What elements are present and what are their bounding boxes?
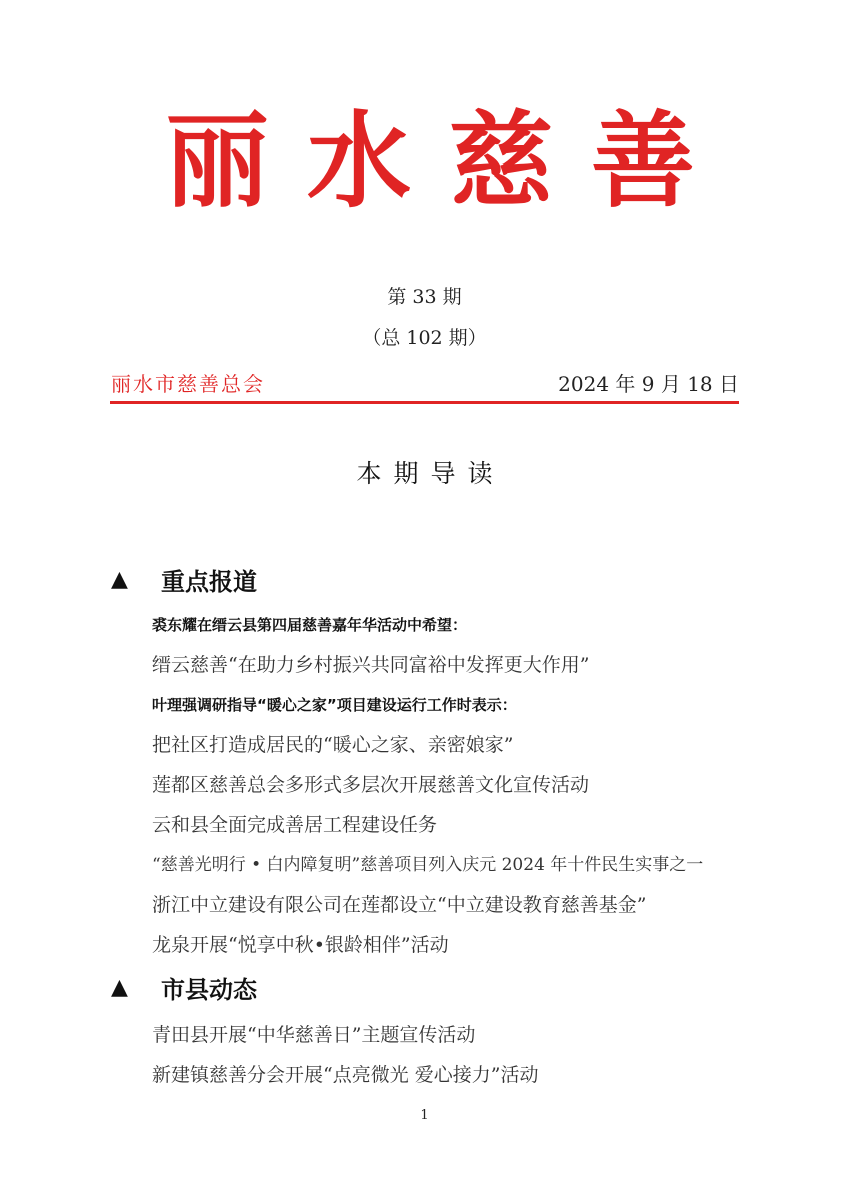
section-heading-label: 重点报道 [161, 568, 257, 596]
toc-item[interactable]: 青田县开展“中华慈善日”主题宣传活动 [152, 1024, 476, 1046]
masthead-char: 善 [590, 99, 695, 222]
section-heading-label: 市县动态 [161, 976, 257, 1004]
lead-line: 裘东耀在缙云县第四届慈善嘉年华活动中希望： [152, 616, 468, 634]
section-heading-city-county-news [111, 970, 257, 1005]
page-number: 1 [420, 1108, 429, 1123]
toc-item[interactable]: 龙泉开展“悦享中秋•银龄相伴”活动 [152, 934, 449, 956]
page-title: 本期导读 [356, 459, 505, 488]
toc-item[interactable]: 云和县全面完成善居工程建设任务 [152, 814, 438, 836]
masthead-char: 水 [306, 99, 411, 222]
issue-date: 2024 年 9 月 18 日 [558, 372, 739, 396]
masthead-logo [165, 96, 695, 226]
masthead-char: 丽 [165, 99, 270, 222]
toc-item[interactable]: 新建镇慈善分会开展“点亮微光 爱心接力”活动 [152, 1064, 539, 1086]
lead-line: 叶理强调研指导“暖心之家”项目建设运行工作时表示： [152, 696, 517, 714]
publisher-name: 丽水市慈善总会 [111, 372, 265, 396]
toc-item[interactable]: 浙江中立建设有限公司在莲都设立“中立建设教育慈善基金” [152, 894, 647, 916]
issue-total: （总 102 期） [362, 327, 487, 349]
toc-item[interactable]: “慈善光明行 • 白内障复明”慈善项目列入庆元 2024 年十件民生实事之一 [152, 855, 704, 875]
toc-item[interactable]: 把社区打造成居民的“暖心之家、亲密娘家” [152, 734, 514, 756]
triangle-icon: ▲ [111, 567, 128, 592]
masthead-char: 慈 [448, 99, 553, 222]
toc-item[interactable]: 缙云慈善“在助力乡村振兴共同富裕中发挥更大作用” [152, 654, 590, 676]
section-heading-key-reports [111, 562, 257, 597]
triangle-icon: ▲ [111, 975, 128, 1000]
header-divider [110, 401, 739, 404]
issue-number: 第 33 期 [387, 286, 462, 308]
toc-item[interactable]: 莲都区慈善总会多形式多层次开展慈善文化宣传活动 [152, 774, 590, 796]
